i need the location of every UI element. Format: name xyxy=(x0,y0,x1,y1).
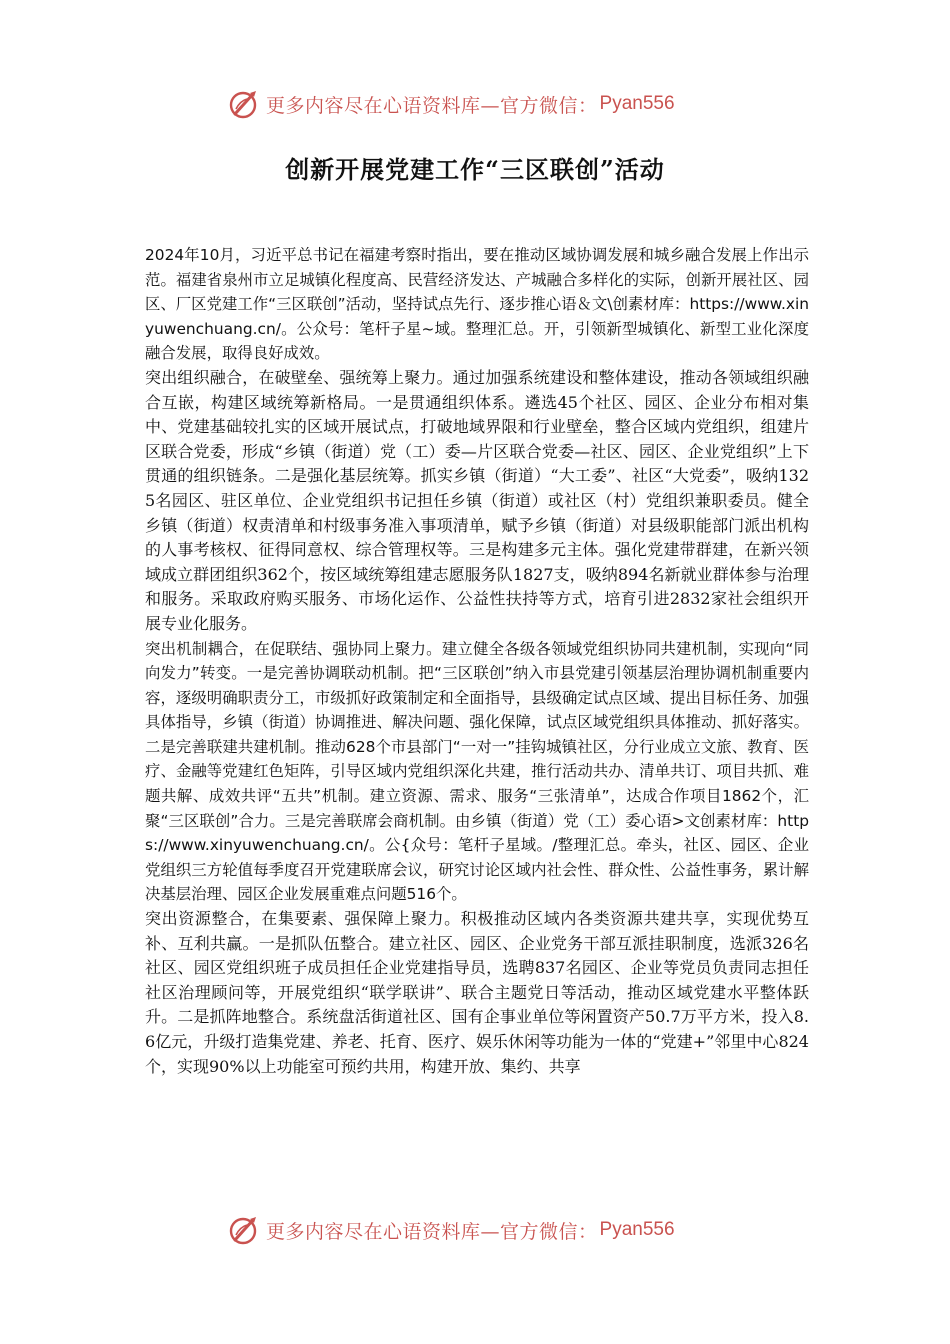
paragraph-organization: 突出组织融合，在破壁垒、强统筹上聚力。通过加强系统建设和整体建设，推动各领域组织融合互嵌，构建区域统筹新格局。一是贯通组织体系。遴选45个社区、园区、企业分布相对集中、党建基础较扎实的区域开展试点，打破地域界限和行业壁垒，整合区域内党组织，组建片区联合党委，形成“乡镇（街道）党（工）委—片区联合党委—社区、园区、企业党组织”上下贯通的组织链条。二是强化基层统筹。抓实乡镇（街道）“大工委”、社区“大党委”，吸纳1325名园区、驻区单位、企业党组织书记担任乡镇（街道）或社区（村）党组织兼职委员。健全乡镇（街道）权责清单和村级事务准入事项清单，赋予乡镇（街道）对县级职能部门派出机构的人事考核权、征得同意权、综合管理权等。三是构建多元主体。强化党建带群建，在新兴领域成立群团组织362个，按区域统筹组建志愿服务队1827支，吸纳894名新就业群体参与治理和服务。采取政府购买服务、市场化运作、公益性扶持等方式，培育引进2832家社会组织开展专业化服务。 xyxy=(145,367,809,633)
document-title: 创新开展党建工作“三区联创”活动 xyxy=(285,155,665,184)
banner-wechat-id: Pyan556 xyxy=(599,1219,675,1240)
document-body xyxy=(145,243,809,1079)
banner-text: 更多内容尽在心语资料库—官方微信： xyxy=(266,94,598,117)
paragraph-resources: 突出资源整合，在集要素、强保障上聚力。积极推动区域内各类资源共建共享，实现优势互补、互利共赢。一是抓队伍整合。建立社区、园区、企业党务干部互派挂职制度，选派326名社区、园区党组织班子成员担任企业党建指导员，选聘837名园区、企业等党员负责同志担任社区治理顾问等，开展党组织“联学联讲”、联合主题党日等活动，推动区域党建水平整体跃升。二是抓阵地整合。系统盘活街道社区、国有企事业单位等闲置资产50.7万平方米，投入8.6亿元，升级打造集党建、养老、托育、医疗、娱乐休闲等功能为一体的“党建+”邻里中心824个，实现90%以上功能室可预约共用，构建开放、集约、共享 xyxy=(145,909,809,1076)
paragraph-mechanism: 突出机制耦合，在促联结、强协同上聚力。建立健全各级各领域党组织协同共建机制，实现向“同向发力”转变。一是完善协调联动机制。把“三区联创”纳入市县党建引领基层治理协调机制重要内容，逐级明确职责分工，市级抓好政策制定和全面指导，县级确定试点区域、提出目标任务、加强具体指导，乡镇（街道）协调推进、解决问题、强化保障，试点区域党组织具体推动、抓好落实。二是完善联建共建机制。推动628个市县部门“一对一”挂钩城镇社区，分行业成立文旅、教育、医疗、金融等党建红色矩阵，引导区域内党组织深化共建，推行活动共办、清单共订、项目共抓、难题共解、成效共评“五共”机制。建立资源、需求、服务“三张清单”，达成合作项目1862个，汇聚“三区联创”合力。三是完善联席会商机制。由乡镇（街道）党（工）委心语>文创素材库：https://www.xinyuwenchuang.cn/。公{众号：笔杆子星域。/整理汇总。牵头，社区、园区、企业党组织三方轮值每季度召开党建联席会议，研究讨论区域内社会性、群众性、公益性事务，累计解决基层治理、园区企业发展重难点问题516个。 xyxy=(145,639,809,904)
pen-logo-icon xyxy=(226,1213,260,1247)
pen-logo-icon xyxy=(226,87,260,121)
bottom-banner xyxy=(226,1210,746,1250)
banner-wechat-id: Pyan556 xyxy=(599,93,675,114)
top-banner xyxy=(226,84,746,124)
paragraph-intro: 2024年10月，习近平总书记在福建考察时指出，要在推动区域协调发展和城乡融合发展上作出示范。福建省泉州市立足城镇化程度高、民营经济发达、产城融合多样化的实际，创新开展社区、园区、厂区党建工作“三区联创”活动，坚持试点先行、逐步推心语＆文\创素材库：https://www.xinyuwenchuang.cn/。公众号：笔杆子星~域。整理汇总。开，引领新型城镇化、新型工业化深度融合发展，取得良好成效。 xyxy=(145,246,809,363)
banner-text: 更多内容尽在心语资料库—官方微信： xyxy=(266,1220,598,1243)
